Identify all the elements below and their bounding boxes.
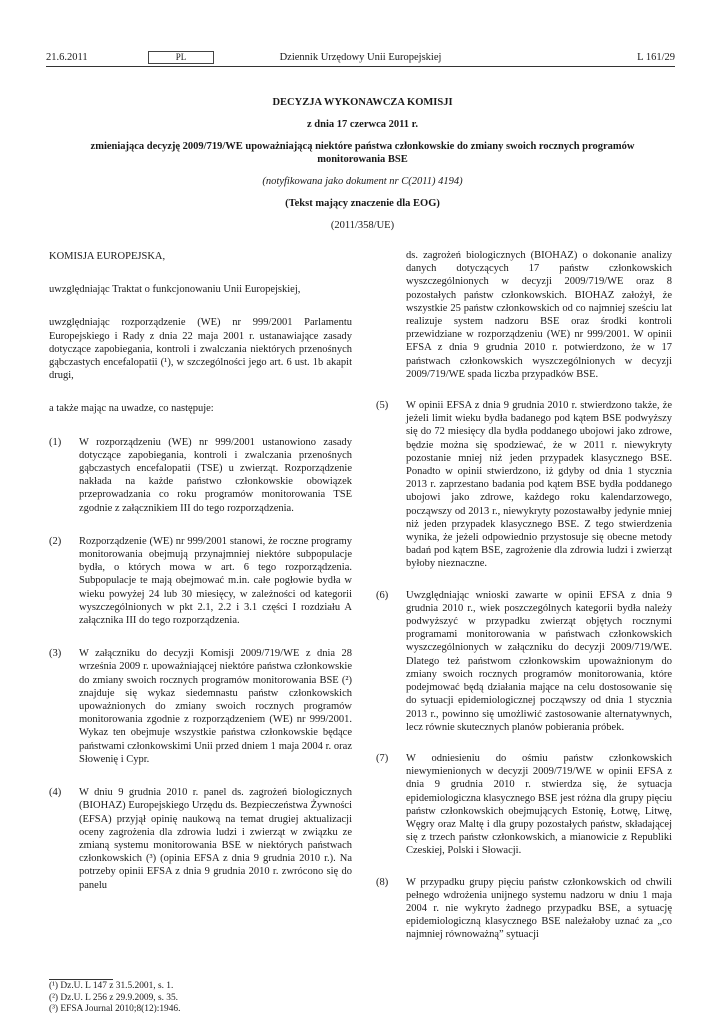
page-header [46, 36, 675, 66]
document-date: z dnia 17 czerwca 2011 r. [306, 119, 418, 130]
preamble-regulation: uwzględniając rozporządzenie (WE) nr 999/2001 Parlamentu Europejskiego i Rady z dnia 22 maja 2001 r. ustanawiające zasady dotyczące zapobiegania, kontroli i zwalczania niektórych przenośnych gąbczastych encefalopatii (¹), w szczególności jego art. 6 ust. 1b akapit drugi, [49, 317, 352, 382]
header-date: 21.6.2011 [46, 52, 88, 63]
recital-7 [376, 752, 672, 858]
preamble-whereas: a także mając na uwadze, co następuje: [49, 403, 214, 415]
recital-text: W opinii EFSA z dnia 9 grudnia 2010 r. stwierdzono także, że jeżeli limit wieku bydła badanego pod kątem BSE podwyższy się do 72 miesięcy dla bydła poddanego ubojowi jako zdrowe, będzie można się spodziewać, że w 2011 r. niewykryty pozostanie mniej niż jeden przypadek klasycznego BSE. Ponadto w opinii stwierdzono, iż gdyby od dnia 1 stycznia 2013 r. zaprzestano badania pod kątem BSE bydła poddanego ubojowi jako zdrowe, każdego roku kalendarzowego, począwszy od 2013 r., niewykryty pozostawałby jedynie mniej niż jeden przypadek klasycznego BSE. Z tego stwierdzenia wynika, że jeżeli odpowiednio przystosuje się obecne metody badań pod kątem BSE, zagrożenie dla zdrowia ludzi i zwierząt byłoby nieznaczne. [406, 400, 672, 570]
left-column [49, 250, 352, 892]
footnote-2: (²) Dz.U. L 256 z 29.9.2009, s. 35. [49, 992, 179, 1003]
footnote-1: (¹) Dz.U. L 147 z 31.5.2001, s. 1. [49, 981, 174, 991]
recital-text: W dniu 9 grudnia 2010 r. panel ds. zagrożeń biologicznych (BIOHAZ) Europejskiego Urzędu ds. Bezpieczeństwa Żywności (EFSA) przyjął opinię naukową na temat drugiej aktualizacji oceny zagrożenia dla zdrowia ludzi i zwierząt w związku ze zmianą systemu monitorowania BSE w niektórych państwach członkowskich (³) (opinia EFSA z dnia 9 grudnia 2010 r.). Na potrzeby opinii EFSA z dnia 9 grudnia 2010 r. zwrócono się do panelu [79, 787, 352, 891]
recital-text: Uwzględniając wnioski zawarte w opinii EFSA z dnia 9 grudnia 2010 r., wiek poszczególnych kategorii bydła należy podwyższyć w przypadku zwierząt objętych rocznymi programami monitorowania w państwach członkowskich wyszczególnionych w załączniku do decyzji 2009/719/WE. Dlatego też państwom członkowskim upoważnionym do zmiany swoich rocznych programów monitorowania, które podejmować będą działania mające na celu dostosowanie się do sytuacji epidemiologicznej począwszy od dnia 1 stycznia 2013 r., powinno się umożliwić zastosowanie alternatywnych, lecz równie skutecznych planów pobierania próbek. [406, 589, 672, 733]
recital-number: (8) [376, 876, 389, 888]
recital-1 [49, 436, 352, 515]
recital-6 [376, 589, 672, 734]
document-title: DECYZJA WYKONAWCZA KOMISJI [272, 97, 453, 108]
notification-note: (notyfikowana jako dokument nr C(2011) 4194) [262, 176, 463, 187]
document-subject: zmieniająca decyzję 2009/719/WE upoważniającą niektóre państwa członkowskie do zmiany swoich rocznych programów monitorowania BSE [90, 141, 635, 165]
footnote-rule [49, 979, 113, 980]
recital-number: (1) [49, 436, 62, 448]
recital-number: (3) [49, 648, 62, 660]
footnote-3: (³) EFSA Journal 2010;8(12):1946. [49, 1004, 181, 1015]
preamble-commission: KOMISJA EUROPEJSKA, [49, 251, 166, 262]
document-number: (2011/358/UE) [330, 220, 395, 231]
recital-text: W odniesieniu do ośmiu państw członkowskich niewymienionych w decyzji 2009/719/WE w opinii EFSA z dnia 9 grudnia 2010 r. stwierdza się, że sytuacja epidemiologiczna klasycznego BSE jest różna dla grupy pięciu państw członkowskich obejmujących Estonię, Łotwę, Litwę, Węgry oraz Maltę i dla grupy pozostałych państw, składającej się z trzech państw członkowskich, a mianowicie z Republiki Czeskiej, Polski i Słowacji. [406, 752, 672, 857]
recital-number: (7) [376, 752, 389, 764]
preamble-treaty: uwzględniając Traktat o funkcjonowaniu Unii Europejskiej, [49, 284, 301, 296]
recital-number: (6) [376, 589, 389, 601]
recital-number: (5) [376, 400, 389, 412]
recital-text: Rozporządzenie (WE) nr 999/2001 stanowi, że roczne programy monitorowania obejmują przynajmniej niektóre subpopulacje bydła, o których mowa w art. 6 tego rozporządzenia. Subpopulacje te mają obejmować m.in. całe pogłowie bydła w wieku powyżej 24 lub 30 miesięcy, w zależności od kategorii wyszczególnionych w pkt 2.1, 2.2 i 3.1 części I rozdziału A załącznika III do tego rozporządzenia. [79, 535, 352, 627]
recital-8 [376, 876, 672, 942]
recital-3 [49, 647, 352, 766]
right-column [376, 249, 672, 942]
footnotes [49, 981, 349, 1016]
recital-text: W załączniku do decyzji Komisji 2009/719/WE z dnia 28 września 2009 r. upoważniającej niektóre państwa członkowskie do zmiany swoich rocznych programów monitorowania BSE (²) znajduje się wykaz siedemnastu państw członkowskich upoważnionych do zmiany swoich rocznych programów monitorowania zgodnie z rozporządzeniem (WE) nr 999/2001. Wykaz ten obejmuje wszystkie państwa członkowskie będące państwami członkowskimi Unii przed dniem 1 maja 2004 r. oraz Słowenię i Cypr. [79, 648, 352, 765]
recital-text: W przypadku grupy pięciu państw członkowskich od chwili pełnego wdrożenia unijnego systemu nadzoru w dniu 1 maja 2004 r. nie wykryto żadnego przypadku BSE, a sytuację epidemiologiczną klasycznego BSE należałoby uznać za „co najmniej równoważną” sytuacji [406, 876, 672, 941]
page-reference: L 161/29 [637, 52, 675, 63]
recital-4-continued: ds. zagrożeń biologicznych (BIOHAZ) o dokonanie analizy danych dotyczących 17 państw członkowskich wyszczególnionych w decyzji 2009/719/WE oraz 8 pozostałych państw członkowskich. BIOHAZ założył, że wszystkie 25 państw członkowskich od co najmniej sześciu lat realizuje system nadzoru BSE oraz środki kontroli przewidziane w rozporządzeniu (WE) nr 999/2001. W opinii EFSA z dnia 9 grudnia 2010 r. potwierdzono, że w 17 państwach członkowskich wyszczególnionych w decyzji 2009/719/WE spada liczba przypadków BSE. [406, 250, 672, 380]
recital-number: (2) [49, 535, 62, 547]
recital-5 [376, 399, 672, 571]
journal-title: Dziennik Urzędowy Unii Europejskiej [279, 52, 442, 63]
header-rule [46, 66, 675, 67]
recital-2 [49, 535, 352, 627]
eea-relevance: (Tekst mający znaczenie dla EOG) [285, 198, 440, 209]
recital-number: (4) [49, 787, 62, 799]
title-block [90, 96, 635, 232]
language-badge: PL [148, 51, 214, 64]
recital-4 [49, 786, 352, 892]
recital-text: W rozporządzeniu (WE) nr 999/2001 ustanowiono zasady dotyczące zapobiegania, kontroli i zwalczania przenośnych gąbczastych encefalopatii (TSE) u zwierząt. Rozporządzenie nakłada na każde państwo członkowskie obowiązek przeprowadzania co roku programów monitorowania TSE zgodnie z załącznikiem III do tego rozporządzenia. [79, 436, 352, 514]
